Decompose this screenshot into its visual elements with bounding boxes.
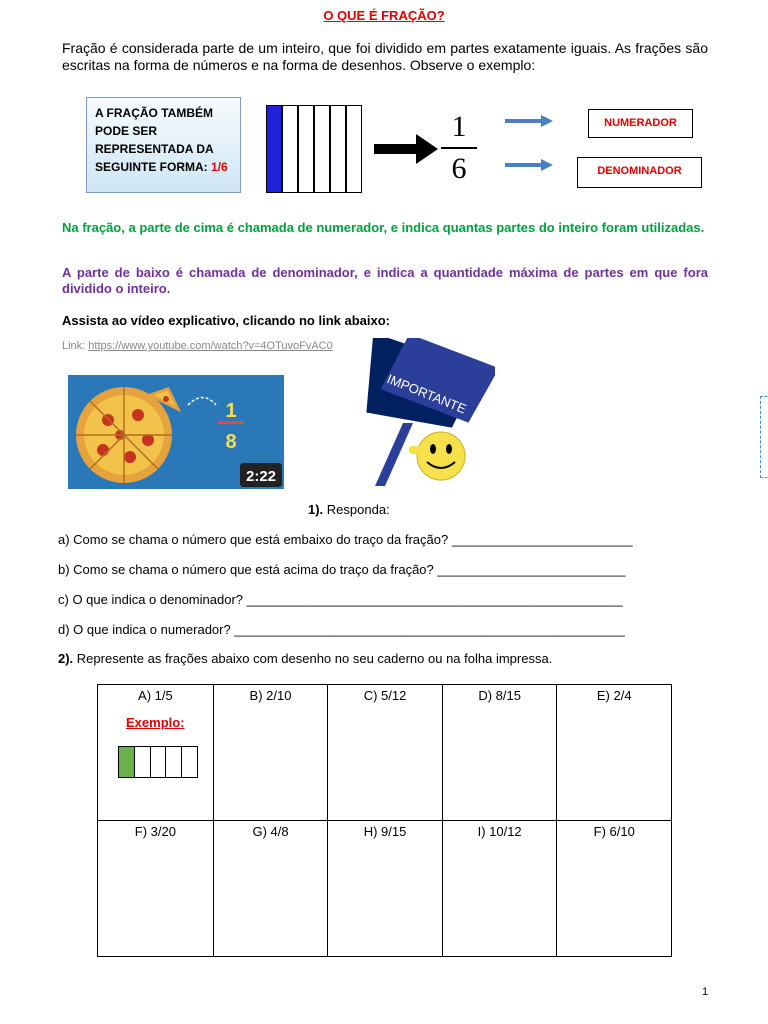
video-duration: 2:22: [245, 468, 277, 485]
strip-part: [315, 106, 331, 192]
question-1a: a) Como se chama o número que está embaixo do traço da fração? _________________________: [58, 532, 633, 547]
table-cell: [557, 821, 672, 957]
fraction-item: D) 8/15: [478, 688, 521, 703]
example-label: Exemplo:: [126, 715, 185, 730]
strip-part: [299, 106, 315, 192]
denominator-explanation: A parte de baixo é chamada de denominador, e indica a quantidade máxima de partes em que fora dividido o inteiro.: [62, 265, 708, 296]
table-cell: [442, 821, 557, 957]
fraction-numerator: 1: [451, 110, 467, 143]
fraction-item: H) 9/15: [363, 824, 407, 839]
table-cell: [328, 685, 443, 821]
question-2-label: Represente as frações abaixo com desenho no seu caderno ou na folha impressa.: [73, 651, 553, 666]
numerator-explanation: Na fração, a parte de cima é chamada de numerador, e indica quantas partes do inteiro foram utilizadas.: [62, 220, 705, 235]
fraction-item: F) 3/20: [134, 824, 176, 839]
video-heading: Assista ao vídeo explicativo, clicando no link abaixo:: [62, 313, 390, 328]
video-link[interactable]: https://www.youtube.com/watch?v=4OTuvoFvAC0: [88, 340, 333, 352]
blue-arrow-icon: [505, 158, 555, 172]
table-cell: [328, 821, 443, 957]
numerator-label: NUMERADOR: [588, 109, 693, 138]
strip-part: [166, 747, 182, 777]
strip-part: [151, 747, 167, 777]
question-2-heading: [58, 651, 552, 666]
question-1-heading: [308, 502, 390, 517]
question-1-number: 1).: [308, 502, 324, 517]
info-box-text: A FRAÇÃO TAMBÉM PODE SER REPRESENTADA DA SEGUINTE FORMA:: [95, 106, 214, 174]
strip-part-filled: [119, 747, 135, 777]
strip-part: [347, 106, 361, 192]
table-cell: [442, 685, 557, 821]
black-arrow-icon: [374, 132, 440, 166]
table-cell: [213, 685, 328, 821]
question-1d: d) O que indica o numerador? ______________________________________________________: [58, 622, 625, 637]
strip-part: [135, 747, 151, 777]
thumb-numerator: 1: [225, 400, 237, 422]
video-link-line: [62, 340, 333, 352]
strip-part: [331, 106, 347, 192]
table-cell: [213, 821, 328, 957]
strip-part-filled: [267, 106, 283, 192]
denominator-label: DENOMINADOR: [577, 157, 702, 188]
fraction-item: G) 4/8: [252, 824, 289, 839]
important-sign-illustration: [355, 338, 495, 488]
table-row: [98, 685, 672, 821]
fraction-item: I) 10/12: [477, 824, 522, 839]
fraction-item: A) 1/5: [138, 688, 173, 703]
page-number: 1: [702, 986, 709, 998]
fraction-item: B) 2/10: [249, 688, 292, 703]
strip-part: [283, 106, 299, 192]
table-cell: [98, 821, 214, 957]
question-1b: b) Como se chama o número que está acima do traço da fração? __________________________: [58, 562, 626, 577]
strip-part: [182, 747, 197, 777]
video-thumbnail[interactable]: [64, 367, 292, 495]
thumbnail-background: [68, 375, 284, 489]
blue-arrow-icon: [505, 114, 555, 128]
table-cell: [557, 685, 672, 821]
info-box: [86, 97, 241, 193]
edge-marker: [760, 396, 768, 478]
table-row: [98, 821, 672, 957]
example-strip: [118, 746, 198, 778]
table-cell: [98, 685, 214, 821]
intro-paragraph: Fração é considerada parte de um inteiro, que foi dividido em partes exatamente iguais. As frações são escritas na forma de números e na forma de desenhos. Observe o exemplo:: [62, 40, 708, 73]
pizza-icon: [68, 375, 284, 489]
page-title: O QUE É FRAÇÃO?: [323, 8, 445, 23]
sign-text: IMPORTANTE: [384, 371, 469, 417]
thumb-denominator: 8: [225, 431, 237, 453]
fractions-table: [97, 684, 672, 957]
question-2-number: 2).: [58, 651, 74, 666]
question-1c: c) O que indica o denominador? ____________________________________________________: [58, 592, 623, 607]
fraction-item: C) 5/12: [363, 688, 407, 703]
info-box-fraction: 1/6: [211, 160, 228, 174]
fraction-item: F) 6/10: [593, 824, 635, 839]
fraction-denominator: 6: [451, 152, 467, 185]
question-1-label: Responda:: [323, 502, 390, 517]
link-prefix: Link:: [62, 340, 89, 352]
fraction-strip: [266, 105, 362, 193]
fraction-item: E) 2/4: [596, 688, 632, 703]
fraction-bar: [441, 147, 477, 149]
